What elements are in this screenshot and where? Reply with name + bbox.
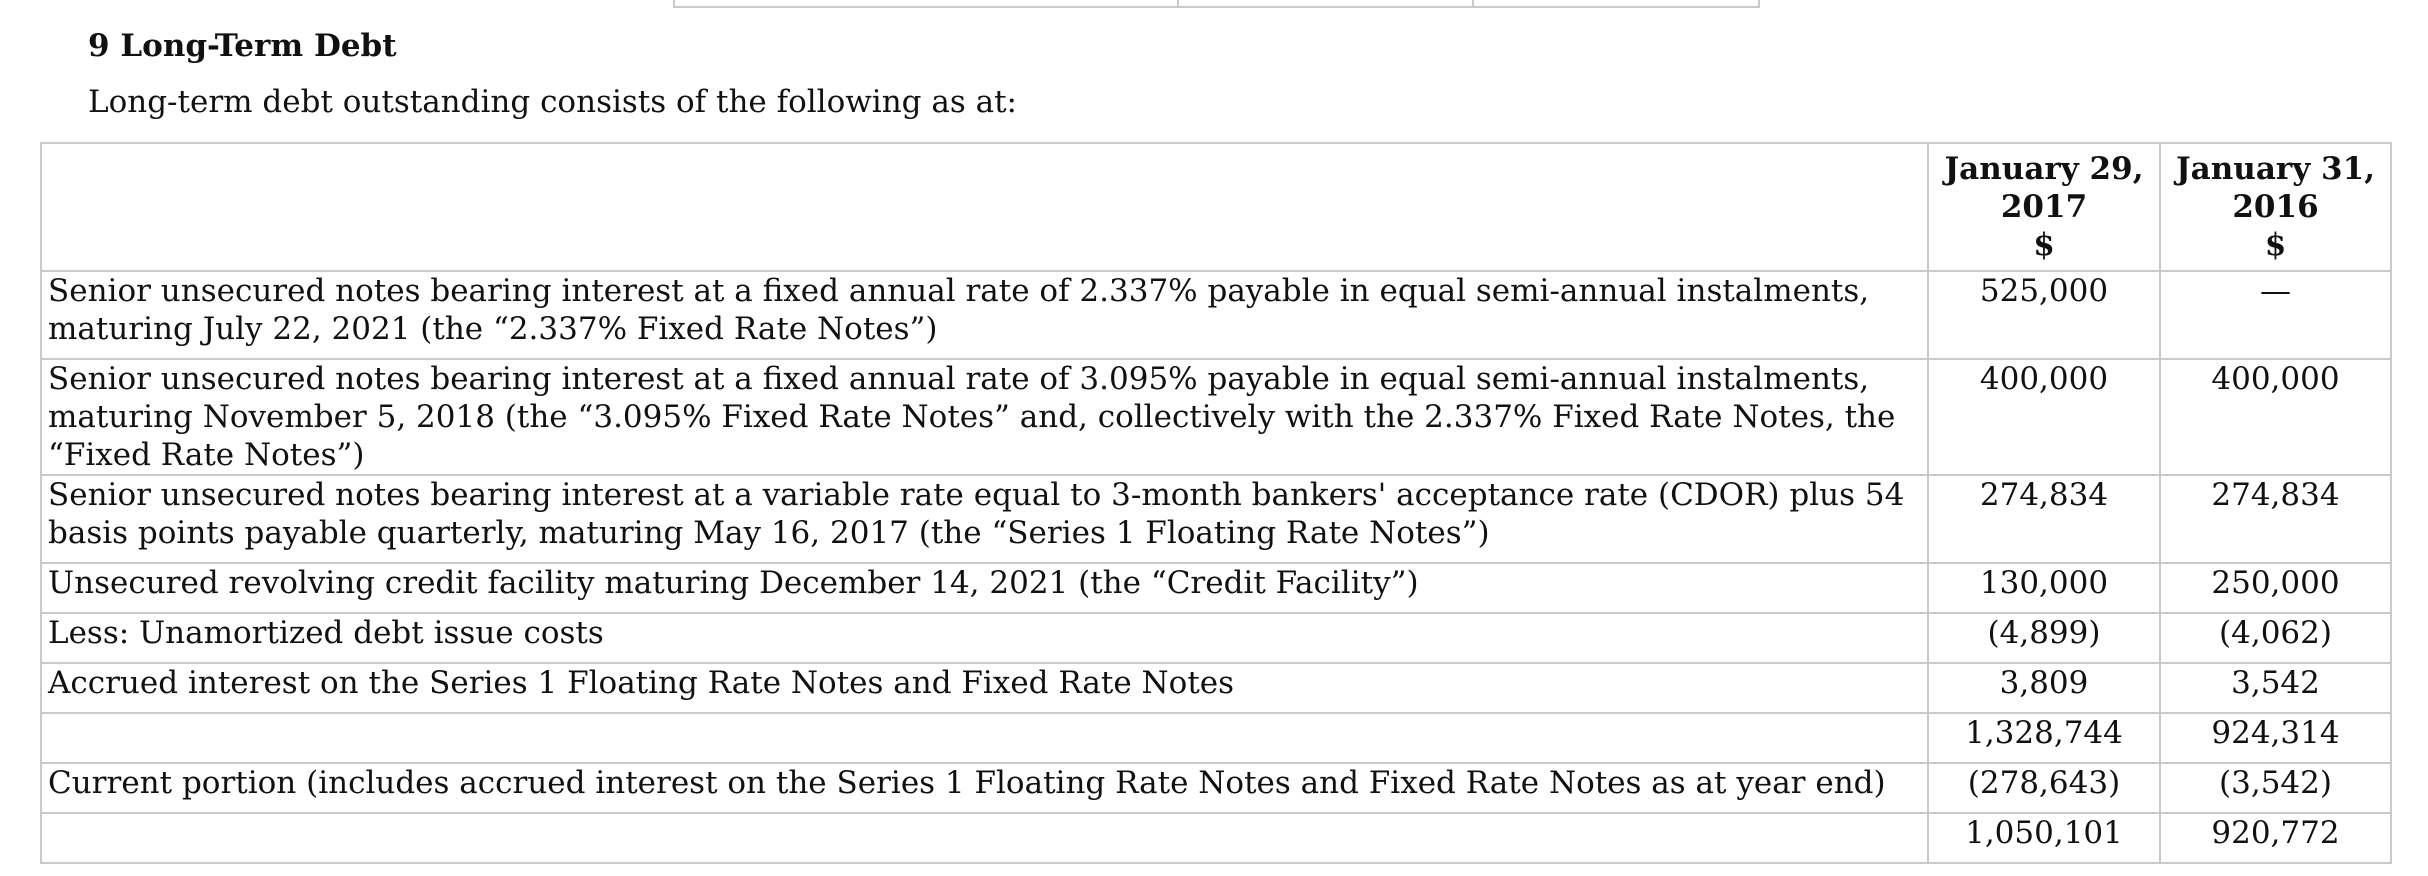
header-currency: $ xyxy=(2264,227,2287,263)
header-jan-29-2017 xyxy=(1928,143,2160,271)
long-term-debt-table xyxy=(40,142,2392,864)
value-jan-31-2016: — xyxy=(2160,271,2391,359)
value-jan-29-2017: (4,899) xyxy=(1928,613,2160,663)
value-jan-29-2017: 3,809 xyxy=(1928,663,2160,713)
value-jan-31-2016: 3,542 xyxy=(2160,663,2391,713)
value-jan-29-2017: (278,643) xyxy=(1928,763,2160,813)
row-description xyxy=(41,713,1928,763)
row-description: Less: Unamortized debt issue costs xyxy=(41,613,1928,663)
table-row xyxy=(41,271,2391,359)
value-jan-31-2016: 274,834 xyxy=(2160,475,2391,563)
row-description: Unsecured revolving credit facility maturing December 14, 2021 (the “Credit Facility”) xyxy=(41,563,1928,613)
table-row xyxy=(41,475,2391,563)
row-description: Current portion (includes accrued interest on the Series 1 Floating Rate Notes and Fixed Rate Notes as at year end) xyxy=(41,763,1928,813)
value-jan-29-2017: 400,000 xyxy=(1928,359,2160,475)
row-description: Senior unsecured notes bearing interest at a fixed annual rate of 2.337% payable in equal semi-annual instalments, maturing July 22, 2021 (the “2.337% Fixed Rate Notes”) xyxy=(41,271,1928,359)
row-description: Senior unsecured notes bearing interest at a fixed annual rate of 3.095% payable in equal semi-annual instalments, maturing November 5, 2018 (the “3.095% Fixed Rate Notes” and, collectively with the 2.337% Fixed Rate Notes, the “Fixed Rate Notes”) xyxy=(41,359,1928,475)
value-jan-29-2017: 1,328,744 xyxy=(1928,713,2160,763)
value-jan-31-2016: 924,314 xyxy=(2160,713,2391,763)
value-jan-29-2017: 130,000 xyxy=(1928,563,2160,613)
intro-text: Long-term debt outstanding consists of the following as at: xyxy=(88,84,1018,120)
table-row xyxy=(41,359,2391,475)
value-jan-31-2016: (3,542) xyxy=(2160,763,2391,813)
header-currency: $ xyxy=(2033,227,2055,263)
header-year: 2017 xyxy=(2000,189,2088,225)
value-jan-29-2017: 525,000 xyxy=(1928,271,2160,359)
value-jan-31-2016: 920,772 xyxy=(2160,813,2391,863)
value-jan-29-2017: 1,050,101 xyxy=(1928,813,2160,863)
header-date: January 31, xyxy=(2176,151,2375,187)
section-title: 9 Long-Term Debt xyxy=(88,28,397,64)
table-row xyxy=(41,613,2391,663)
table-row xyxy=(41,563,2391,613)
subtotal-row xyxy=(41,713,2391,763)
table-header-row xyxy=(41,143,2391,271)
total-row xyxy=(41,813,2391,863)
row-description: Accrued interest on the Series 1 Floating Rate Notes and Fixed Rate Notes xyxy=(41,663,1928,713)
header-description xyxy=(41,143,1928,271)
previous-table-divider xyxy=(1177,0,1179,6)
table-row xyxy=(41,763,2391,813)
row-description xyxy=(41,813,1928,863)
previous-table-fragment xyxy=(673,0,1760,8)
value-jan-31-2016: 400,000 xyxy=(2160,359,2391,475)
row-description: Senior unsecured notes bearing interest at a variable rate equal to 3-month bankers' acceptance rate (CDOR) plus 54 basis points payable quarterly, maturing May 16, 2017 (the “Series 1 Floating Rate Notes”) xyxy=(41,475,1928,563)
table-row xyxy=(41,663,2391,713)
value-jan-31-2016: (4,062) xyxy=(2160,613,2391,663)
value-jan-31-2016: 250,000 xyxy=(2160,563,2391,613)
value-jan-29-2017: 274,834 xyxy=(1928,475,2160,563)
header-jan-31-2016 xyxy=(2160,143,2391,271)
previous-table-divider xyxy=(1472,0,1474,6)
header-date: January 29, xyxy=(1944,151,2144,187)
header-year: 2016 xyxy=(2232,189,2319,225)
